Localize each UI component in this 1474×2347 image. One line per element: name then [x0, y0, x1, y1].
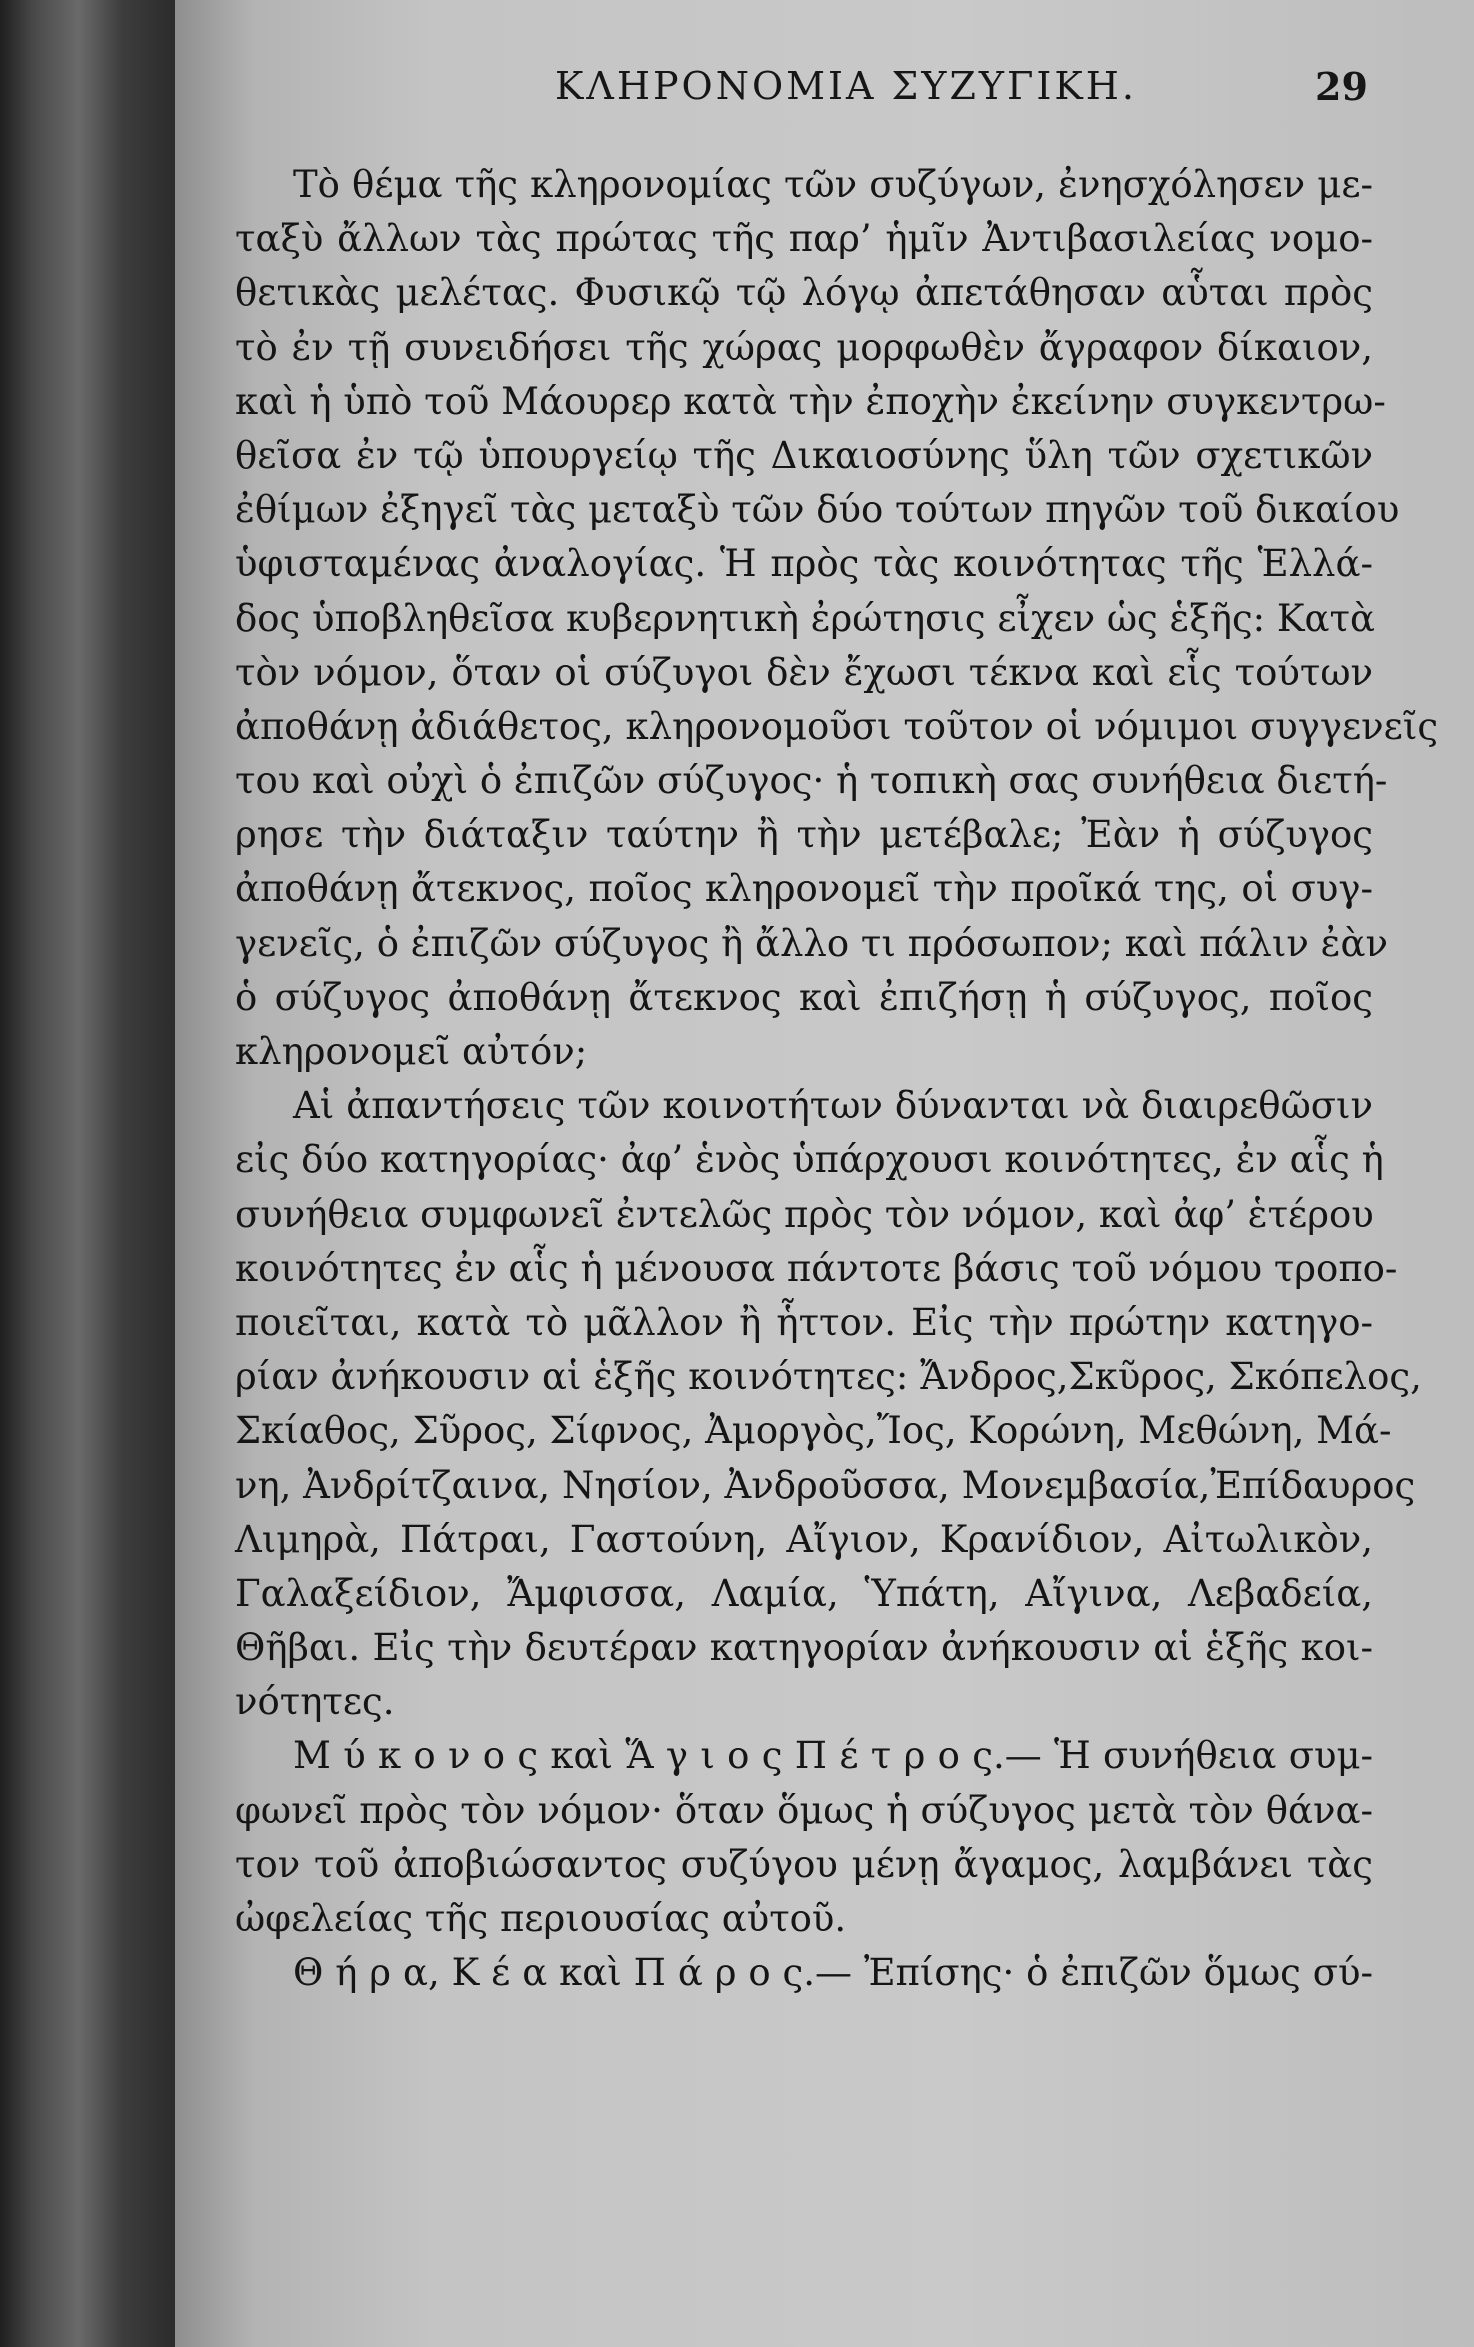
- text-line: νότητες.: [235, 1680, 395, 1724]
- text-line: Θ ή ρ α, Κ έ α καὶ Π ά ρ ο ς.— Ἐπίσης· ὁ ἐπιζῶν ὅμως σύ-: [293, 1951, 1373, 1995]
- text-line: ἐθίμων ἐξηγεῖ τὰς μεταξὺ τῶν δύο τούτων πηγῶν τοῦ δικαίου: [235, 488, 1400, 532]
- text-line: θετικὰς μελέτας. Φυσικῷ τῷ λόγῳ ἀπετάθησαν αὗται πρὸς: [235, 271, 1373, 315]
- text-line: συνήθεια συμφωνεῖ ἐντελῶς πρὸς τὸν νόμον, καὶ ἀφ’ ἑτέρου: [235, 1192, 1374, 1236]
- text-line: του καὶ οὐχὶ ὁ ἐπιζῶν σύζυγος· ἡ τοπικὴ σας συνήθεια διετή-: [235, 759, 1388, 803]
- text-line: ὑφισταμένας ἀναλογίας. Ἡ πρὸς τὰς κοινότητας τῆς Ἑλλά-: [235, 542, 1373, 586]
- text-line: τὸ ἐν τῇ συνειδήσει τῆς χώρας μορφωθὲν ἄγραφον δίκαιον,: [235, 325, 1373, 369]
- book-binding-shadow: [0, 0, 175, 2347]
- text-line: κληρονομεῖ αὐτόν;: [235, 1030, 588, 1073]
- text-line: Θῆβαι. Εἰς τὴν δευτέραν κατηγορίαν ἀνήκουσιν αἱ ἑξῆς κοι-: [235, 1626, 1373, 1670]
- text-line: φωνεῖ πρὸς τὸν νόμον· ὅταν ὅμως ἡ σύζυγος μετὰ τὸν θάνα-: [235, 1788, 1373, 1832]
- text-line: εἰς δύο κατηγορίας· ἀφ’ ἑνὸς ὑπάρχουσι κοινότητες, ἐν αἷς ἡ: [235, 1138, 1384, 1182]
- text-line: ἀποθάνῃ ἀδιάθετος, κληρονομοῦσι τοῦτον οἱ νόμιμοι συγγενεῖς: [235, 704, 1439, 748]
- text-line: τον τοῦ ἀποβιώσαντος συζύγου μένῃ ἄγαμος, λαμβάνει τὰς: [235, 1842, 1373, 1886]
- text-line: Λιμηρὰ, Πάτραι, Γαστούνη, Αἴγιον, Κρανίδιον, Αἰτωλικὸν,: [235, 1517, 1373, 1561]
- text-line: Σκίαθος, Σῦρος, Σίφνος, Ἀμοργὸς,Ἴος, Κορώνη, Μεθώνη, Μά-: [235, 1409, 1392, 1453]
- text-line: Αἱ ἀπαντήσεις τῶν κοινοτήτων δύνανται νὰ διαιρεθῶσιν: [293, 1084, 1373, 1128]
- text-line: καὶ ἡ ὑπὸ τοῦ Μάουρερ κατὰ τὴν ἐποχὴν ἐκείνην συγκεντρω-: [235, 379, 1386, 423]
- text-line: γενεῖς, ὁ ἐπιζῶν σύζυγος ἢ ἄλλο τι πρόσωπον; καὶ πάλιν ἐὰν: [235, 921, 1388, 965]
- body-text: [235, 158, 1439, 2000]
- text-line: ταξὺ ἄλλων τὰς πρώτας τῆς παρ’ ἡμῖν Ἀντιβασιλείας νομο-: [235, 217, 1373, 261]
- text-line: ρησε τὴν διάταξιν ταύτην ἢ τὴν μετέβαλε; Ἐὰν ἡ σύζυγος: [235, 813, 1373, 857]
- text-line: ποιεῖται, κατὰ τὸ μᾶλλον ἢ ἧττον. Εἰς τὴν πρώτην κατηγο-: [235, 1300, 1373, 1344]
- text-line: θεῖσα ἐν τῷ ὑπουργείῳ τῆς Δικαιοσύνης ὕλη τῶν σχετικῶν: [235, 433, 1373, 477]
- text-line: ἀποθάνῃ ἄτεκνος, ποῖος κληρονομεῖ τὴν προῖκά της, οἱ συγ-: [235, 867, 1373, 911]
- text-line: ὁ σύζυγος ἀποθάνῃ ἄτεκνος καὶ ἐπιζήσῃ ἡ σύζυγος, ποῖος: [235, 975, 1373, 1019]
- text-line: δος ὑποβληθεῖσα κυβερνητικὴ ἐρώτησις εἶχεν ὡς ἑξῆς: Κατὰ: [235, 596, 1375, 640]
- text-line: Γαλαξείδιον, Ἄμφισσα, Λαμία, Ὑπάτη, Αἴγινα, Λεβαδεία,: [235, 1571, 1373, 1615]
- text-line: ὠφελείας τῆς περιουσίας αὐτοῦ.: [235, 1897, 847, 1940]
- page-number: 29: [1315, 64, 1368, 109]
- text-line: κοινότητες ἐν αἷς ἡ μένουσα πάντοτε βάσις τοῦ νόμου τροπο-: [235, 1246, 1398, 1290]
- text-line: Μ ύ κ ο ν ο ς καὶ Ἅ γ ι ο ς Π έ τ ρ ο ς.— Ἡ συνήθεια συμ-: [293, 1734, 1373, 1778]
- running-title: ΚΛΗΡΟΝΟΜΙΑ ΣΥΖΥΓΙΚΗ.: [555, 64, 1137, 108]
- page-header: [175, 64, 1375, 124]
- text-line: τὸν νόμον, ὅταν οἱ σύζυγοι δὲν ἔχωσι τέκνα καὶ εἷς τούτων: [235, 650, 1373, 694]
- text-line: ρίαν ἀνήκουσιν αἱ ἑξῆς κοινότητες: Ἄνδρος,Σκῦρος, Σκόπελος,: [235, 1355, 1422, 1399]
- book-page: [175, 0, 1474, 2347]
- text-line: νη, Ἀνδρίτζαινα, Νησίον, Ἀνδροῦσσα, Μονεμβασία,Ἐπίδαυρος: [235, 1463, 1416, 1507]
- text-line: Τὸ θέμα τῆς κληρονομίας τῶν συζύγων, ἐνησχόλησεν με-: [293, 163, 1373, 206]
